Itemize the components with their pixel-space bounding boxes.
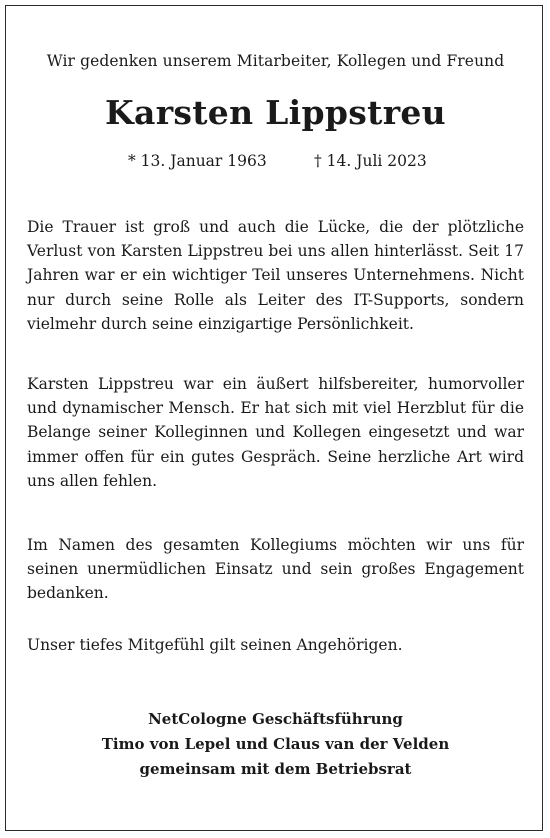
- intro-text: Wir gedenken unserem Mitarbeiter, Kollegen und Freund: [46, 52, 505, 70]
- paragraph-3: Im Namen des gesamten Kollegiums möchten wir uns für seinen unermüdlichen Einsatz und sein großes Engagement bedanken.: [27, 536, 524, 603]
- paragraph-2: Karsten Lippstreu war ein äußert hilfsbereiter, humorvoller und dynamischer Mensch. Er hat sich mit viel Herzblut für die Belange seiner Kolleginnen und Kollegen eingesetzt und war immer offen für ein gutes Gespräch. Seine herzliche Art wird uns allen fehlen.: [27, 375, 524, 490]
- signature-line-1: NetCologne Geschäftsführung: [148, 710, 403, 728]
- signature-line-2: Timo von Lepel und Claus van der Velden: [101, 735, 450, 753]
- deceased-name: Karsten Lippstreu: [105, 93, 446, 132]
- signature-block: [27, 707, 524, 782]
- paragraph-1: Die Trauer ist groß und auch die Lücke, die der plötzliche Verlust von Karsten Lippstreu bei uns allen hinterlässt. Seit 17 Jahren war er ein wichtiger Teil unseres Unternehmens. Nicht nur durch seine Rolle als Leiter des IT-Supports, sondern vielmehr durch seine einzigartige Persönlichkeit.: [27, 218, 524, 333]
- signature-line-3: gemeinsam mit dem Betriebsrat: [139, 760, 412, 778]
- birth-date: * 13. Januar 1963: [128, 152, 267, 170]
- paragraph-4: Unser tiefes Mitgefühl gilt seinen Angehörigen.: [27, 636, 403, 654]
- death-date: † 14. Juli 2023: [314, 152, 427, 170]
